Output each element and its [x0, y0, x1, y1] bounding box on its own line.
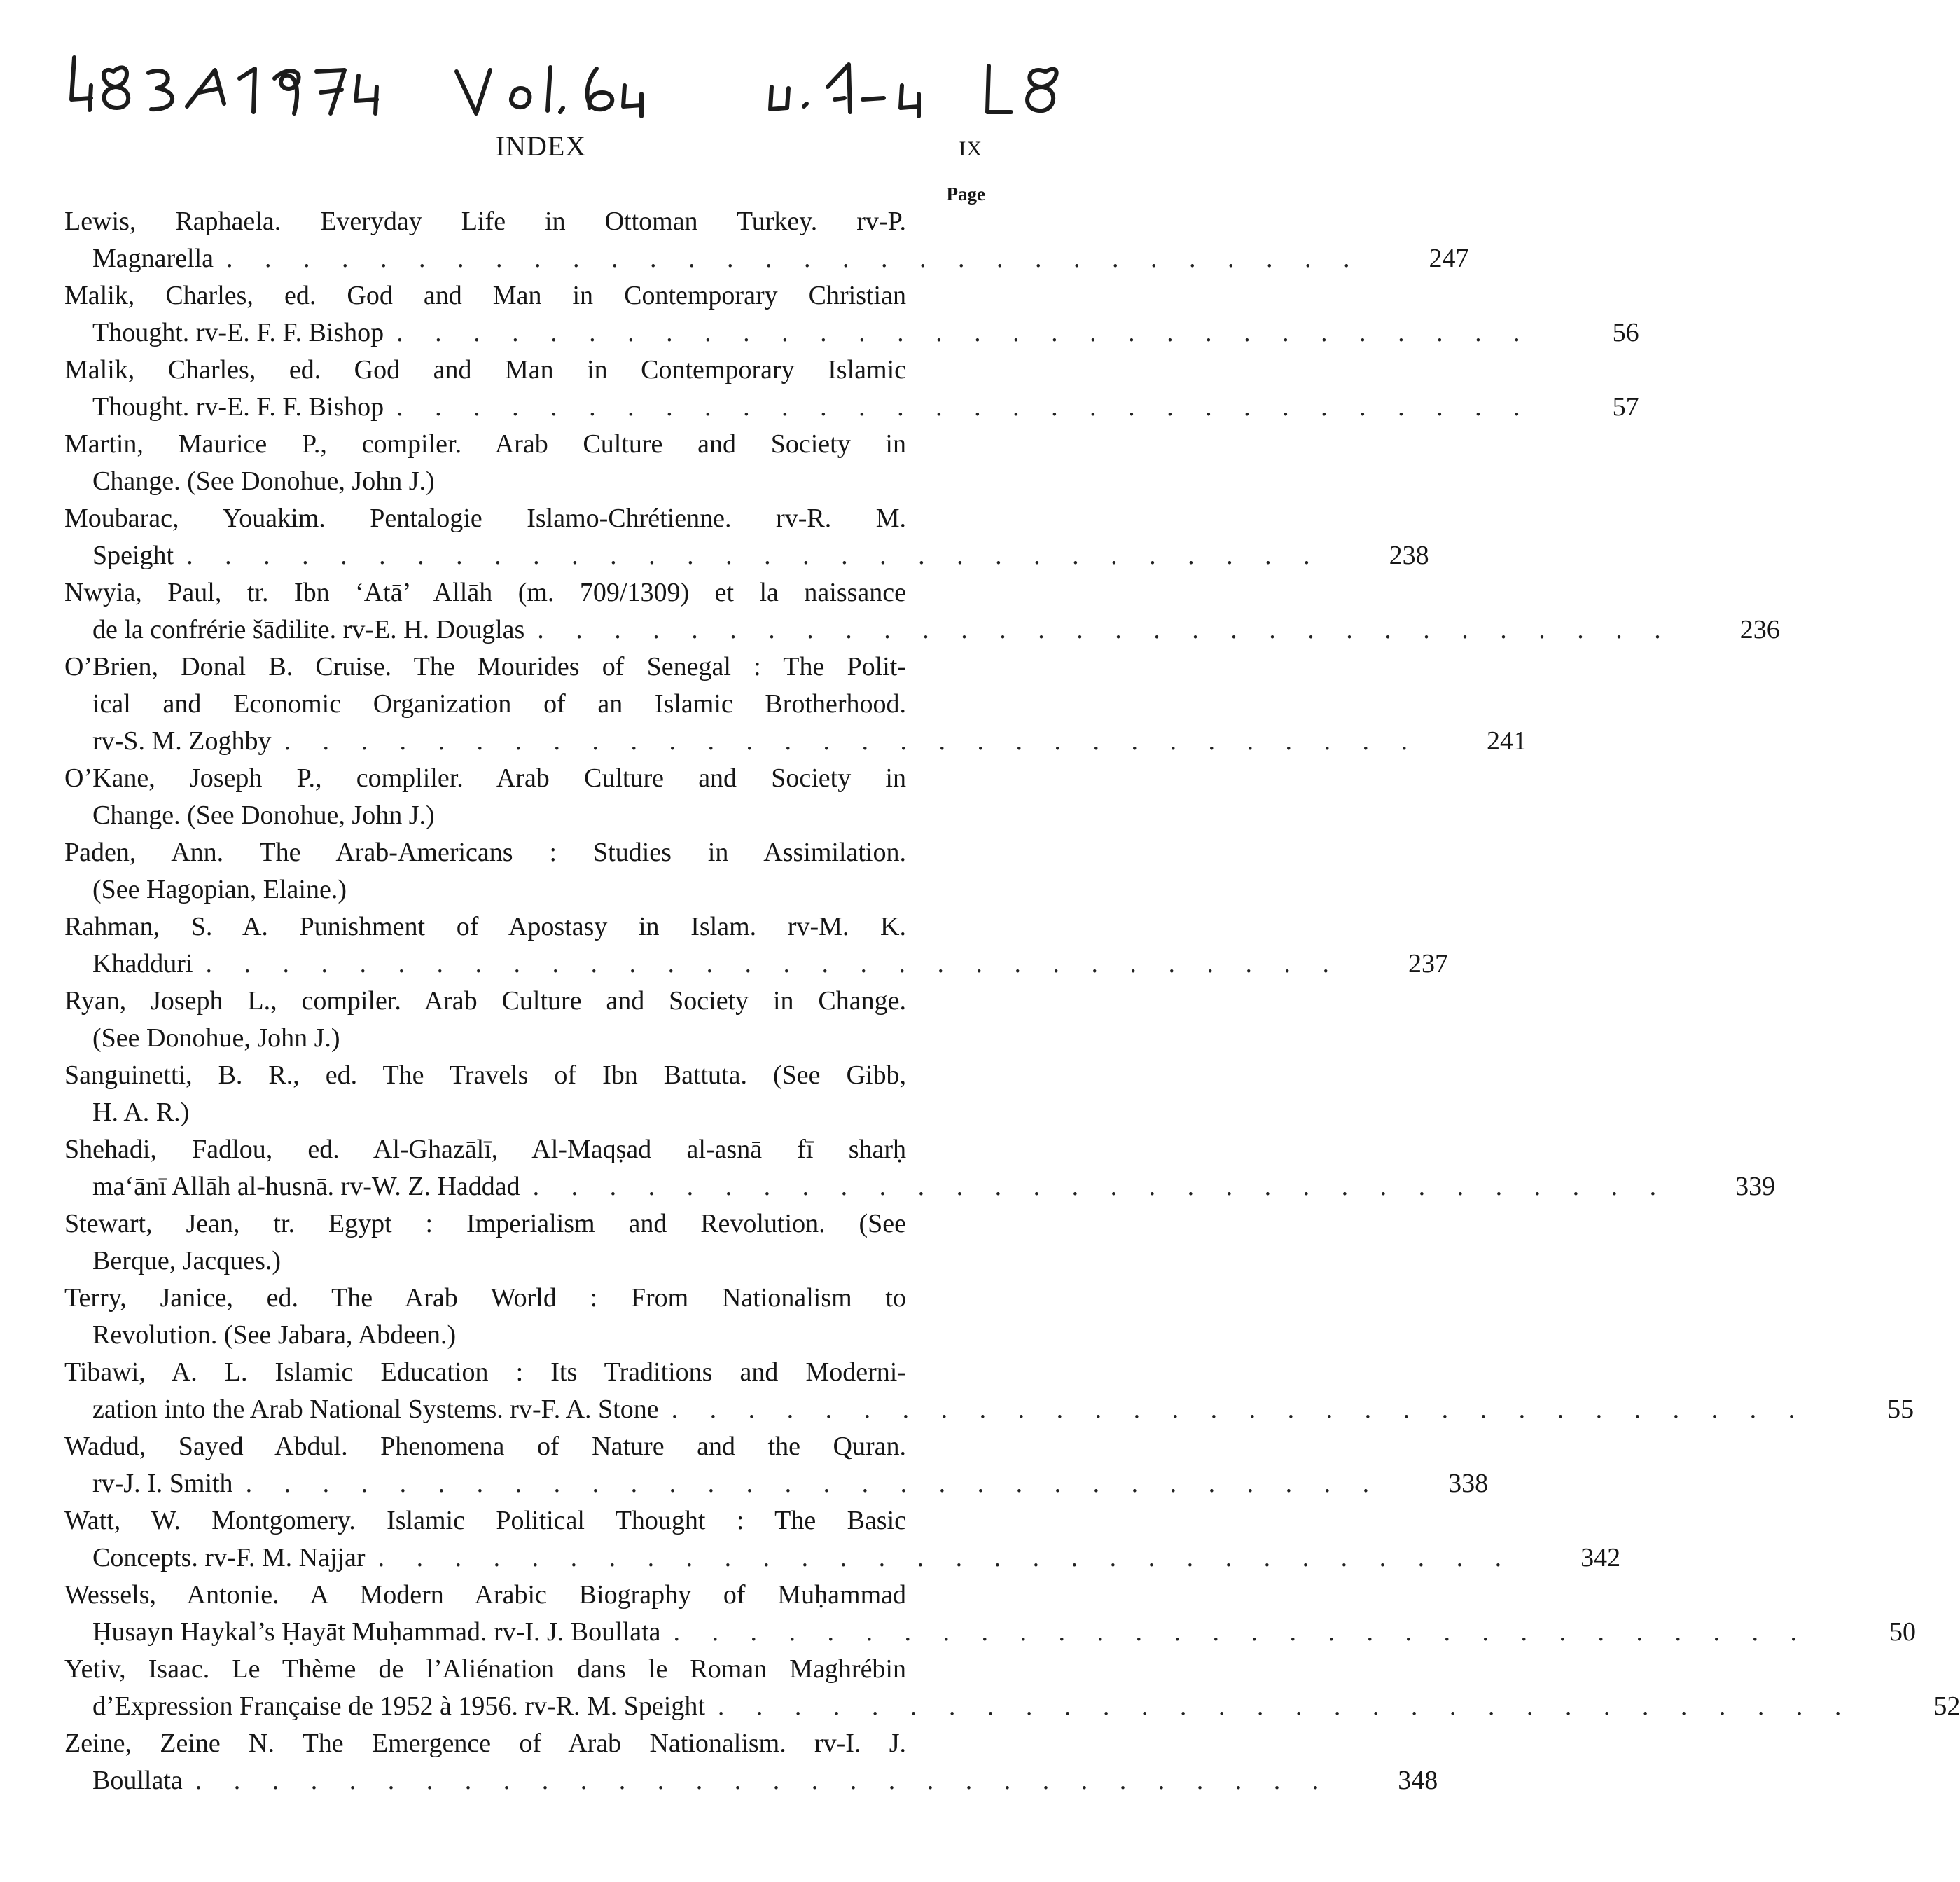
folio-number: IX — [959, 137, 982, 160]
page-number: 236 — [1739, 615, 1780, 644]
page-number: 55 — [1887, 1395, 1914, 1424]
entry-line: Martin, Maurice P., compiler. Arab Culture and Society in — [64, 429, 906, 459]
dot-leader: . . . . . . . . . . . . . . . . . . . . . . . . . . . . . . — [226, 244, 1363, 273]
entry-line: Terry, Janice, ed. The Arab World : From Nationalism to — [64, 1283, 906, 1313]
handwritten-shelfmark-drawing — [64, 43, 1073, 120]
dot-leader: . . . . . . . . . . . . . . . . . . . . . . . . . . . . . . — [717, 1691, 1854, 1721]
page-column-label: Page — [946, 184, 985, 205]
entry-line: ma‘ānī Allāh al-husnā. rv-W. Z. Haddad — [92, 1172, 520, 1201]
entry-line: rv-S. M. Zoghby — [92, 726, 272, 756]
entry-line: Watt, W. Montgomery. Islamic Political Thought : The Basic — [64, 1506, 906, 1535]
dot-leader: . . . . . . . . . . . . . . . . . . . . . . . . . . . . . . — [245, 1469, 1382, 1498]
page-number: 338 — [1448, 1469, 1489, 1498]
entry-line: Change. (See Donohue, John J.) — [92, 466, 435, 496]
index-entry — [64, 760, 983, 834]
dot-leader: . . . . . . . . . . . . . . . . . . . . . . . . . . . . . . — [186, 541, 1323, 570]
entry-line: Rahman, S. A. Punishment of Apostasy in Islam. rv-M. K. — [64, 912, 906, 941]
index-entry — [64, 426, 983, 500]
index-entry — [64, 1354, 1914, 1428]
entry-line: Lewis, Raphaela. Everyday Life in Ottoman Turkey. rv-P. — [64, 207, 906, 236]
index-entry — [64, 1725, 1438, 1799]
entry-line: Ḥusayn Haykal’s Ḥayāt Muḥammad. rv-I. J. Boullata — [92, 1617, 661, 1647]
entry-line: Thought. rv-E. F. F. Bishop — [92, 318, 384, 347]
dot-leader: . . . . . . . . . . . . . . . . . . . . . . . . . . . . . . — [673, 1617, 1810, 1647]
entry-line: Nwyia, Paul, tr. Ibn ‘Atā’ Allāh (m. 709/1309) et la naissance — [64, 578, 906, 607]
entry-line: Stewart, Jean, tr. Egypt : Imperialism and Revolution. (See — [64, 1209, 906, 1238]
entry-line: zation into the Arab National Systems. rv-F. A. Stone — [92, 1395, 659, 1424]
entry-line: Zeine, Zeine N. The Emergence of Arab Nationalism. rv-I. J. — [64, 1729, 906, 1758]
entry-line: Malik, Charles, ed. God and Man in Contemporary Islamic — [64, 355, 906, 385]
entry-line: Revolution. (See Jabara, Abdeen.) — [92, 1320, 457, 1350]
page-number: 238 — [1389, 541, 1429, 570]
dot-leader: . . . . . . . . . . . . . . . . . . . . . . . . . . . . . . — [377, 1543, 1515, 1572]
entry-line: Tibawi, A. L. Islamic Education : Its Traditions and Moderni- — [64, 1357, 906, 1387]
entry-line: O’Brien, Donal B. Cruise. The Mourides of Senegal : The Polit- — [64, 652, 906, 681]
dot-leader: . . . . . . . . . . . . . . . . . . . . . . . . . . . . . . — [284, 726, 1420, 756]
index-entry — [64, 908, 1449, 983]
running-head: INDEX — [495, 130, 587, 162]
index-entry — [64, 500, 1429, 574]
page-number: 50 — [1889, 1617, 1917, 1647]
page-number: 52 — [1933, 1691, 1960, 1721]
index-entry — [64, 1428, 1489, 1502]
entry-line: Magnarella — [92, 244, 214, 273]
page-number: 342 — [1580, 1543, 1621, 1572]
index-entry — [64, 1502, 1621, 1577]
entry-line: O’Kane, Joseph P., compliler. Arab Culture and Society in — [64, 763, 906, 793]
dot-leader: . . . . . . . . . . . . . . . . . . . . . . . . . . . . . . — [205, 949, 1342, 978]
page-number: 56 — [1612, 318, 1639, 347]
index-entry — [64, 983, 983, 1057]
entry-line: d’Expression Française de 1952 à 1956. rv-R. M. Speight — [92, 1691, 705, 1721]
index-entry — [64, 352, 1639, 426]
index-entry — [64, 277, 1639, 352]
index-entry — [64, 203, 1469, 277]
entry-line: Sanguinetti, B. R., ed. The Travels of Ibn Battuta. (See Gibb, — [64, 1060, 906, 1090]
entry-line: Ryan, Joseph L., compiler. Arab Culture and Society in Change. — [64, 986, 906, 1016]
index-entry — [64, 1205, 983, 1280]
index-entry — [64, 834, 983, 908]
entry-line: Moubarac, Youakim. Pentalogie Islamo-Chrétienne. rv-R. M. — [64, 504, 906, 533]
dot-leader: . . . . . . . . . . . . . . . . . . . . . . . . . . . . . . — [396, 392, 1533, 422]
index-entries — [64, 203, 1960, 1799]
entry-line: Concepts. rv-F. M. Najjar — [92, 1543, 366, 1572]
entry-line: Wessels, Antonie. A Modern Arabic Biography of Muḥammad — [64, 1580, 906, 1610]
page-number: 241 — [1486, 726, 1527, 756]
page-number: 247 — [1429, 244, 1469, 273]
handwritten-shelfmark — [64, 43, 1073, 120]
dot-leader: . . . . . . . . . . . . . . . . . . . . . . . . . . . . . . — [532, 1172, 1669, 1201]
entry-line: Yetiv, Isaac. Le Thème de l’Aliénation dans le Roman Maghrébin — [64, 1654, 906, 1684]
entry-line: Thought. rv-E. F. F. Bishop — [92, 392, 384, 422]
index-entry — [64, 1057, 983, 1131]
index-entry — [64, 649, 1527, 760]
entry-line: Berque, Jacques.) — [92, 1246, 282, 1275]
entry-line: Wadud, Sayed Abdul. Phenomena of Nature and the Quran. — [64, 1432, 906, 1461]
entry-line: Khadduri — [92, 949, 193, 978]
dot-leader: . . . . . . . . . . . . . . . . . . . . . . . . . . . . . . — [537, 615, 1674, 644]
entry-line: rv-J. I. Smith — [92, 1469, 233, 1498]
dot-leader: . . . . . . . . . . . . . . . . . . . . . . . . . . . . . . — [195, 1766, 1332, 1795]
index-entry — [64, 1577, 1917, 1651]
entry-line: de la confrérie šādilite. rv-E. H. Douglas — [92, 615, 525, 644]
entry-line: Malik, Charles, ed. God and Man in Contemporary Christian — [64, 281, 906, 310]
index-entry — [64, 574, 1780, 649]
entry-line: Paden, Ann. The Arab-Americans : Studies in Assimilation. — [64, 838, 906, 867]
entry-line: (See Donohue, John J.) — [92, 1023, 340, 1053]
entry-line: Shehadi, Fadlou, ed. Al-Ghazālī, Al-Maqṣad al-asnā fī sharḥ — [64, 1135, 906, 1164]
entry-line: ical and Economic Organization of an Islamic Brotherhood. — [92, 689, 906, 719]
entry-line: Speight — [92, 541, 174, 570]
page-number: 237 — [1408, 949, 1449, 978]
entry-line: H. A. R.) — [92, 1098, 190, 1127]
index-entry — [64, 1280, 983, 1354]
page-number: 339 — [1735, 1172, 1776, 1201]
index-entry — [64, 1131, 1776, 1205]
entry-line: (See Hagopian, Elaine.) — [92, 875, 347, 904]
entry-line: Boullata — [92, 1766, 183, 1795]
page-number: 57 — [1612, 392, 1639, 422]
index-entry — [64, 1651, 1960, 1725]
page-number: 348 — [1398, 1766, 1438, 1795]
entry-line: Change. (See Donohue, John J.) — [92, 801, 435, 830]
dot-leader: . . . . . . . . . . . . . . . . . . . . . . . . . . . . . . — [396, 318, 1533, 347]
dot-leader: . . . . . . . . . . . . . . . . . . . . . . . . . . . . . . — [671, 1395, 1808, 1424]
